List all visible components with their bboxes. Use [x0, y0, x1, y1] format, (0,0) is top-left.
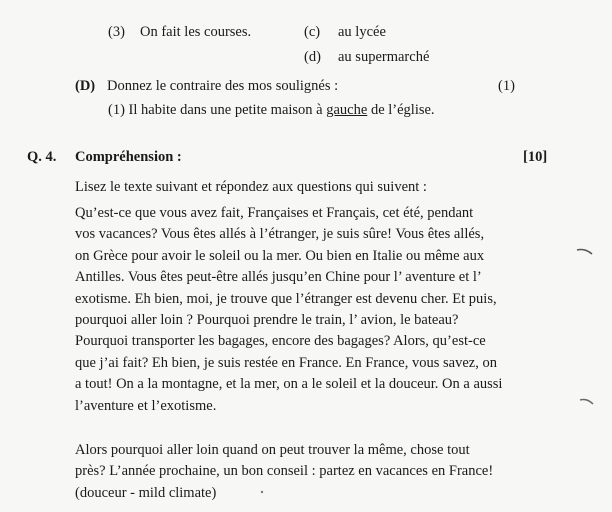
question-marks: [10]: [523, 149, 548, 165]
option-text: au supermarché: [338, 49, 430, 65]
passage-line: exotisme. Eh bien, moi, je trouve que l’étranger est devenu cher. Et puis,: [75, 290, 497, 307]
passage-line: Alors pourquoi aller loin quand on peut trouver la même, chose tout: [75, 442, 470, 458]
item-text: On fait les courses.: [140, 24, 252, 40]
passage-line: pourquoi aller loin ? Pourquoi prendre le train, l’ avion, le bateau?: [75, 312, 459, 329]
section-label: (D): [75, 78, 96, 94]
scan-mark: [578, 396, 596, 408]
option-letter: (c): [304, 24, 321, 40]
section-instruction: Donnez le contraire des mos soulignés :: [107, 78, 339, 94]
passage-paragraph-1: [75, 203, 503, 417]
question-title: Compréhension :: [75, 149, 182, 165]
passage-line: a tout! On a la montagne, et la mer, on a le soleil et la douceur. On a aussi: [75, 376, 503, 393]
passage-line: on Grèce pour avoir le soleil ou la mer. Ou bien en Italie ou même aux: [75, 247, 485, 264]
exercise-item: [108, 102, 435, 119]
passage-line: près? L’année prochaine, un bon conseil : partez en vacances en France!: [75, 463, 494, 480]
passage-paragraph-2: [75, 440, 494, 504]
scan-mark: [575, 246, 595, 258]
question-number: Q. 4.: [27, 149, 57, 165]
passage-line: Antilles. Vous êtes peut-être allés jusqu’en Chine pour l’ aventure et l’: [75, 269, 482, 286]
section-marks: (1): [498, 78, 515, 94]
item-suffix: de l’église.: [367, 102, 435, 118]
passage-line: (douceur - mild climate): [75, 484, 217, 501]
passage-line: vos vacances? Vous êtes allés à l’étranger, je suis sûre! Vous êtes allés,: [75, 226, 485, 243]
passage-line: Pourquoi transporter les bagages, encore des bagages? Alors, qu’est-ce: [75, 333, 486, 350]
passage-line: que j’ai fait? Eh bien, je suis restée en France. En France, vous savez, on: [75, 354, 497, 371]
passage-line: Qu’est-ce que vous avez fait, Françaises et Français, cet été, pendant: [75, 205, 474, 221]
scan-dot: [258, 488, 266, 496]
item-prefix: (1) Il habite dans une petite maison à: [108, 102, 327, 118]
question-instruction: Lisez le texte suivant et répondez aux questions qui suivent :: [75, 179, 427, 195]
option-text: au lycée: [338, 24, 386, 40]
passage-line: l’aventure et l’exotisme.: [75, 397, 217, 414]
item-number: (3): [108, 24, 125, 40]
option-letter: (d): [304, 49, 321, 65]
underlined-word: gauche: [326, 102, 368, 118]
